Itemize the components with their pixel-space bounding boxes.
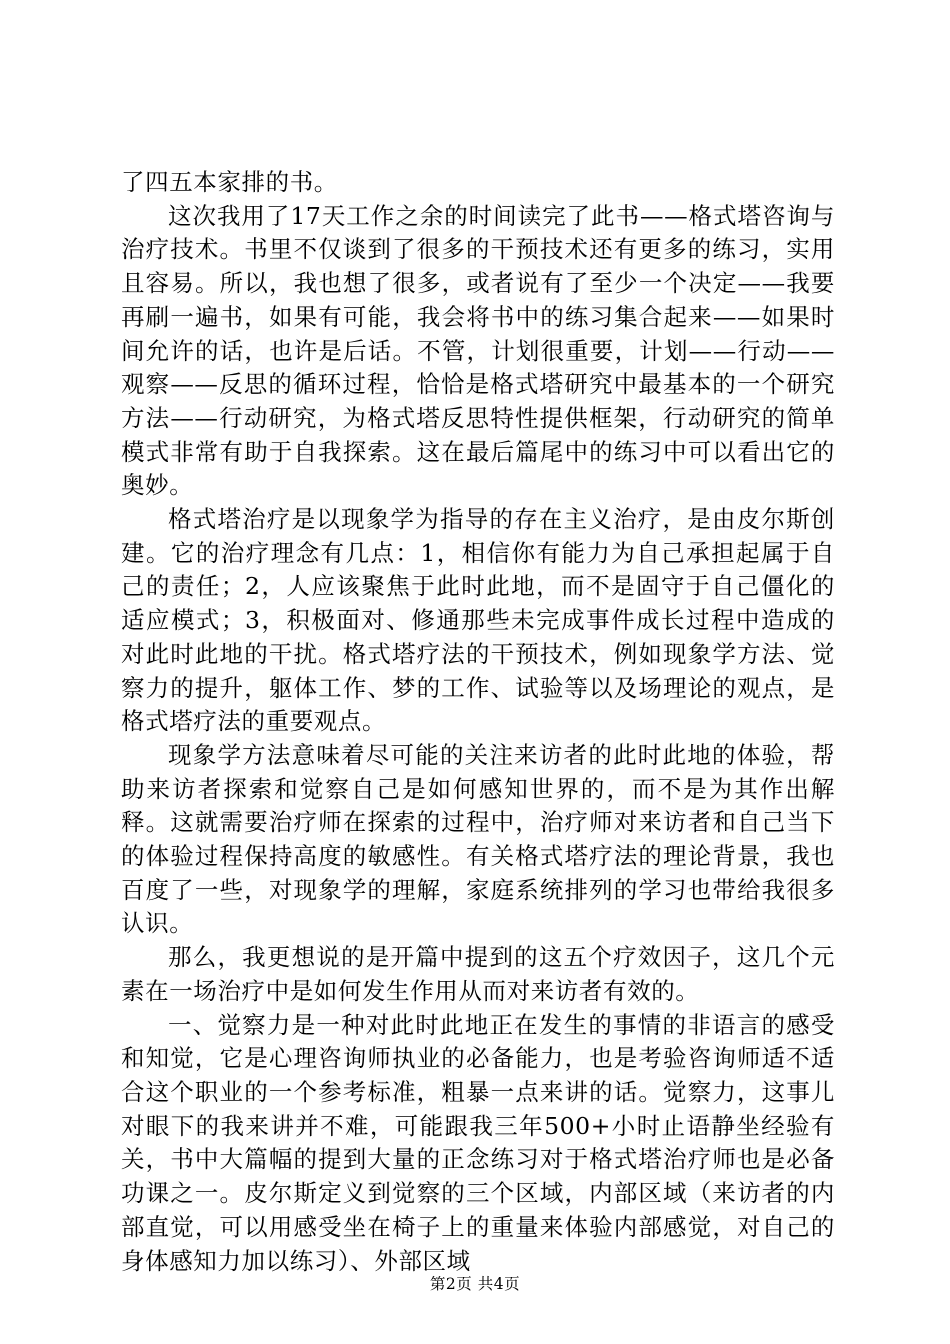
paragraph-gestalt-therapy: 格式塔治疗是以现象学为指导的存在主义治疗，是由皮尔斯创建。它的治疗理念有几点：1，相信你有能力为自己承担起属于自己的责任；2，人应该聚焦于此时此地，而不是固守于自己僵化的适应模式；3，积极面对、修通那些未完成事件成长过程中造成的对此时此地的干扰。格式塔疗法的干预技术，例如现象学方法、觉察力的提升，躯体工作、梦的工作、试验等以及场理论的观点，是格式塔疗法的重要观点。 (121, 505, 835, 736)
document-body (121, 166, 835, 1278)
paragraph-continuation: 了四五本家排的书。 (121, 168, 338, 196)
paragraph-phenomenology: 现象学方法意味着尽可能的关注来访者的此时此地的体验，帮助来访者探索和觉察自己是如何感知世界的，而不是为其作出解释。这就需要治疗师在探索的过程中，治疗师对来访者和自己当下的体验过程保持高度的敏感性。有关格式塔疗法的理论背景，我也百度了一些，对现象学的理解，家庭系统排列的学习也带给我很多认识。 (121, 740, 835, 938)
paragraph-reading-plan: 这次我用了17天工作之余的时间读完了此书——格式塔咨询与治疗技术。书里不仅谈到了很多的干预技术还有更多的练习，实用且容易。所以，我也想了很多，或者说有了至少一个决定——我要再刷一遍书，如果有可能，我会将书中的练习集合起来——如果时间允许的话，也许是后话。不管，计划很重要，计划——行动——观察——反思的循环过程，恰恰是格式塔研究中最基本的一个研究方法——行动研究，为格式塔反思特性提供框架，行动研究的简单模式非常有助于自我探索。这在最后篇尾中的练习中可以看出它的奥妙。 (121, 201, 835, 500)
page-footer: 第2页 共4页 (429, 1275, 521, 1293)
paragraph-awareness: 一、觉察力是一种对此时此地正在发生的事情的非语言的感受和知觉，它是心理咨询师执业的必备能力，也是考验咨询师适不适合这个职业的一个参考标准，粗暴一点来讲的话。觉察力，这事儿对眼下的我来讲并不难，可能跟我三年500+小时止语静坐经验有关，书中大篇幅的提到大量的正念练习对于格式塔治疗师也是必备功课之一。皮尔斯定义到觉察的三个区域，内部区域（来访者的内部直觉，可以用感受坐在椅子上的重量来体验内部感觉，对自己的身体感知力加以练习）、外部区域 (121, 1010, 835, 1275)
paragraph-five-factors: 那么，我更想说的是开篇中提到的这五个疗效因子，这几个元素在一场治疗中是如何发生作用从而对来访者有效的。 (121, 943, 835, 1005)
